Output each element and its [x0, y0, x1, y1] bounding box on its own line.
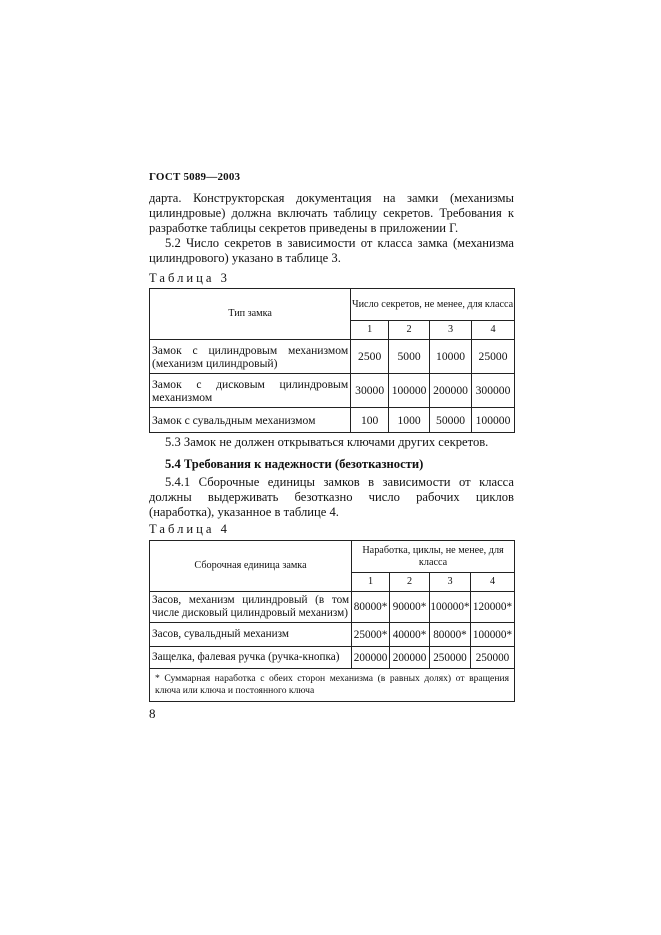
- table4-row-label: Защелка, фалевая ручка (ручка-кнопка): [150, 647, 352, 669]
- table3-cell: 50000: [430, 408, 472, 433]
- table4-footnote: * Суммарная наработка с обеих сторон механизма (в равных долях) от вращения ключа или ключа и постоянного ключа: [150, 669, 515, 702]
- paragraph-5-4-1: 5.4.1 Сборочные единицы замков в зависимости от класса должны выдерживать безотказно число рабочих циклов (наработка), указанное в таблице 4.: [149, 475, 514, 519]
- paragraph-standard-docs: дарта. Конструкторская документация на замки (механизмы цилиндровые) должна включать таблицу секретов. Требования к разработке таблицы секретов приведены в приложении Г.: [149, 191, 514, 235]
- table4-class-3: 3: [430, 573, 471, 592]
- table3-cell: 30000: [351, 374, 389, 408]
- table3-row-label: Замок с сувальдным механизмом: [150, 408, 351, 433]
- table3-class-4: 4: [472, 321, 515, 340]
- table3-cell: 100: [351, 408, 389, 433]
- table-row: [150, 408, 515, 433]
- table3-col-header: Тип замка: [150, 289, 351, 340]
- table4-cell: 200000: [390, 647, 430, 669]
- table4-cell: 80000*: [352, 592, 390, 623]
- table-3: [149, 288, 515, 433]
- table-row: [150, 623, 515, 647]
- document-header: ГОСТ 5089—2003: [149, 171, 241, 183]
- table4-class-4: 4: [470, 573, 514, 592]
- table4-cell: 80000*: [430, 623, 471, 647]
- table4-cell: 100000*: [470, 623, 514, 647]
- table4-cell: 250000: [470, 647, 514, 669]
- table3-cell: 100000: [389, 374, 430, 408]
- table-footnote-row: [150, 669, 515, 702]
- table4-class-2: 2: [390, 573, 430, 592]
- table4-cell: 120000*: [470, 592, 514, 623]
- table3-cell: 100000: [472, 408, 515, 433]
- table4-cell: 25000*: [352, 623, 390, 647]
- table3-cell: 5000: [389, 340, 430, 374]
- table4-row-label: Засов, сувальдный механизм: [150, 623, 352, 647]
- table3-group-header: Число секретов, не менее, для класса: [351, 289, 515, 321]
- table4-cell: 90000*: [390, 592, 430, 623]
- section-heading-5-4: 5.4 Требования к надежности (безотказности): [165, 457, 424, 471]
- table4-cell: 100000*: [430, 592, 471, 623]
- table-row: [150, 374, 515, 408]
- table4-group-header: Наработка, циклы, не менее, для класса: [352, 541, 515, 573]
- table4-row-label: Засов, механизм цилиндровый (в том числе дисковый цилиндровый механизм): [150, 592, 352, 623]
- table-row: [150, 647, 515, 669]
- table4-cell: 250000: [430, 647, 471, 669]
- table4-col-header: Сборочная единица замка: [150, 541, 352, 592]
- table4-caption: Таблица 4: [149, 522, 230, 536]
- table3-cell: 200000: [430, 374, 472, 408]
- page-number: 8: [149, 706, 156, 721]
- paragraph-5-3: 5.3 Замок не должен открываться ключами других секретов.: [165, 435, 489, 449]
- table3-row-label: Замок с дисковым цилиндровым механизмом: [150, 374, 351, 408]
- table3-cell: 25000: [472, 340, 515, 374]
- table4-cell: 200000: [352, 647, 390, 669]
- table3-cell: 2500: [351, 340, 389, 374]
- table-row: [150, 340, 515, 374]
- paragraph-5-2: 5.2 Число секретов в зависимости от класса замка (механизма цилиндрового) указано в таблице 3.: [149, 236, 514, 265]
- table-row: [150, 592, 515, 623]
- table4-class-1: 1: [352, 573, 390, 592]
- table4-cell: 40000*: [390, 623, 430, 647]
- table3-cell: 1000: [389, 408, 430, 433]
- table3-cell: 300000: [472, 374, 515, 408]
- table-4: [149, 540, 515, 702]
- table3-row-label: Замок с цилиндровым механизмом (механизм цилиндровый): [150, 340, 351, 374]
- table3-caption: Таблица 3: [149, 271, 230, 285]
- table3-class-3: 3: [430, 321, 472, 340]
- table3-class-2: 2: [389, 321, 430, 340]
- table3-cell: 10000: [430, 340, 472, 374]
- table3-class-1: 1: [351, 321, 389, 340]
